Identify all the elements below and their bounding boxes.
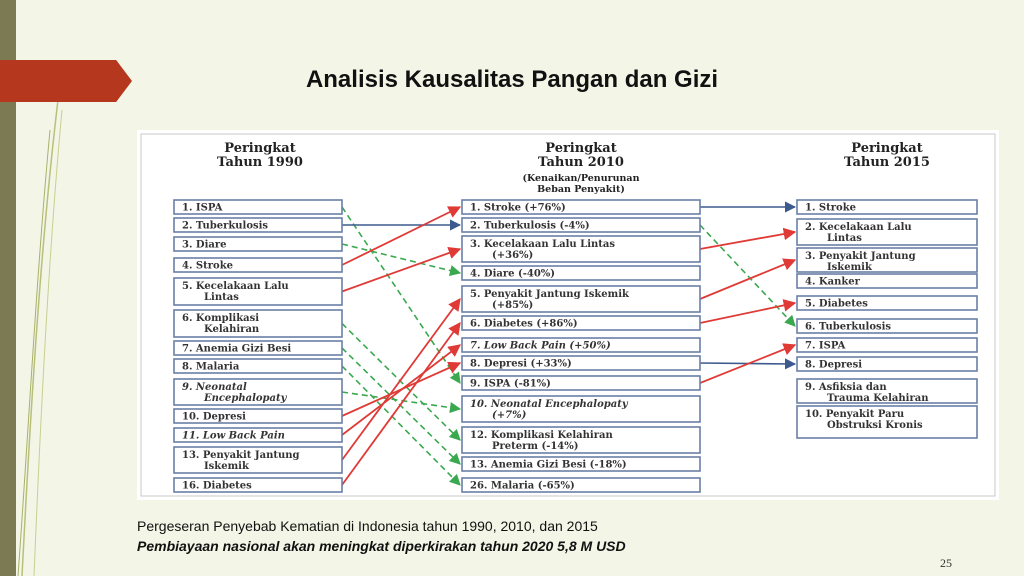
rank-link-red [700,303,795,323]
caption-line-2: Pembiayaan nasional akan meningkat diperkirakan tahun 2020 5,8 M USD [137,538,626,554]
column-subheader-line: (Kenaikan/Penurunan [522,173,640,184]
rank-link-red [700,260,795,299]
rank-item-text: 3. Diare [182,239,227,251]
rank-item-text: Lintas [827,233,862,244]
rank-item-text: 5. Kecelakaan Lalu [182,281,289,292]
disease-ranking-diagram [137,130,999,500]
caption-line-1: Pergeseran Penyebab Kematian di Indonesia tahun 1990, 2010, dan 2015 [137,518,598,534]
rank-item-text: 6. Komplikasi [182,313,260,324]
rank-item-text: 26. Malaria (-65%) [470,480,575,492]
column-header-line: Tahun 2010 [538,155,624,170]
rank-item-text: (+7%) [492,410,527,421]
rank-link-green [342,366,460,485]
rank-item-text: 1. ISPA [182,202,223,214]
rank-item-text: 2. Tuberkulosis [182,220,269,232]
rank-item-text: 10. Neonatal Encephalopaty [470,399,628,410]
rank-item-text: 8. Malaria [182,361,240,373]
rank-item-text: 4. Kanker [805,276,860,288]
rank-item-text: 5. Diabetes [805,298,868,310]
column-header-line: Tahun 1990 [217,155,303,170]
rank-item-text: 2. Kecelakaan Lalu [805,222,912,233]
column-header-line: Peringkat [851,141,923,156]
rank-item-text: 7. Anemia Gizi Besi [182,343,292,355]
rank-item-text: 2. Tuberkulosis (-4%) [470,220,590,232]
rank-link-red [342,323,460,485]
rank-item-text: 11. Low Back Pain [182,430,285,442]
rank-item-text: 8. Depresi (+33%) [470,358,572,370]
column-header-line: Tahun 2015 [844,155,930,170]
rank-item-text: 3. Kecelakaan Lalu Lintas [470,239,616,250]
rank-link-red [342,299,460,460]
column-header-line: Peringkat [224,141,296,156]
rank-link-green [342,244,460,273]
rank-item-text: (+85%) [492,300,534,311]
rank-item-text: 1. Stroke [805,202,856,214]
rank-item-text: (+36%) [492,250,534,261]
rank-item-text: 6. Diabetes (+86%) [470,318,578,330]
rank-item-text: 1. Stroke (+76%) [470,202,566,214]
column-subheader-line: Beban Penyakit) [537,184,625,195]
rank-item-text: 13. Penyakit Jantung [182,450,300,461]
rank-item-text: 9. Asfiksia dan [805,382,887,393]
rank-item-text: 7. Low Back Pain (+50%) [470,340,611,352]
rank-item-text: Obstruksi Kronis [827,420,923,431]
rank-item-text: 6. Tuberkulosis [805,321,892,333]
rank-item-text: Iskemik [827,262,872,273]
column-2015 [797,141,977,438]
rank-item-text: 5. Penyakit Jantung Iskemik [470,289,629,300]
column-2010 [462,141,700,492]
rank-item-text: Preterm (-14%) [492,441,579,452]
rank-item-text: 8. Depresi [805,359,863,371]
rank-item-text: 16. Diabetes [182,480,252,492]
ranking-flow-svg [137,130,999,500]
rank-item-text: Encephalopaty [204,393,287,404]
rank-item-text: 4. Diare (-40%) [470,268,556,280]
rank-item-text: 9. Neonatal [182,382,247,393]
rank-item-text: 10. Depresi [182,411,246,423]
rank-item-text: Kelahiran [204,324,260,335]
column-layer [174,141,977,492]
rank-item-text: 10. Penyakit Paru [805,409,905,420]
rank-item-text: Iskemik [204,461,249,472]
rank-item-text: 4. Stroke [182,260,233,272]
rank-item-text: Lintas [204,292,239,303]
rank-item-text: 7. ISPA [805,340,846,352]
column-header-line: Peringkat [545,141,617,156]
rank-item-text: 13. Anemia Gizi Besi (-18%) [470,459,627,471]
rank-link-green [342,207,460,383]
rank-item-text: 12. Komplikasi Kelahiran [470,430,613,441]
column-1990 [174,141,342,492]
rank-item-text: 9. ISPA (-81%) [470,378,551,390]
page-number: 25 [940,556,952,570]
rank-item-text: 3. Penyakit Jantung [805,251,916,262]
rank-item-text: Trauma Kelahiran [827,393,929,404]
slide-title: Analisis Kausalitas Pangan dan Gizi [305,66,719,93]
